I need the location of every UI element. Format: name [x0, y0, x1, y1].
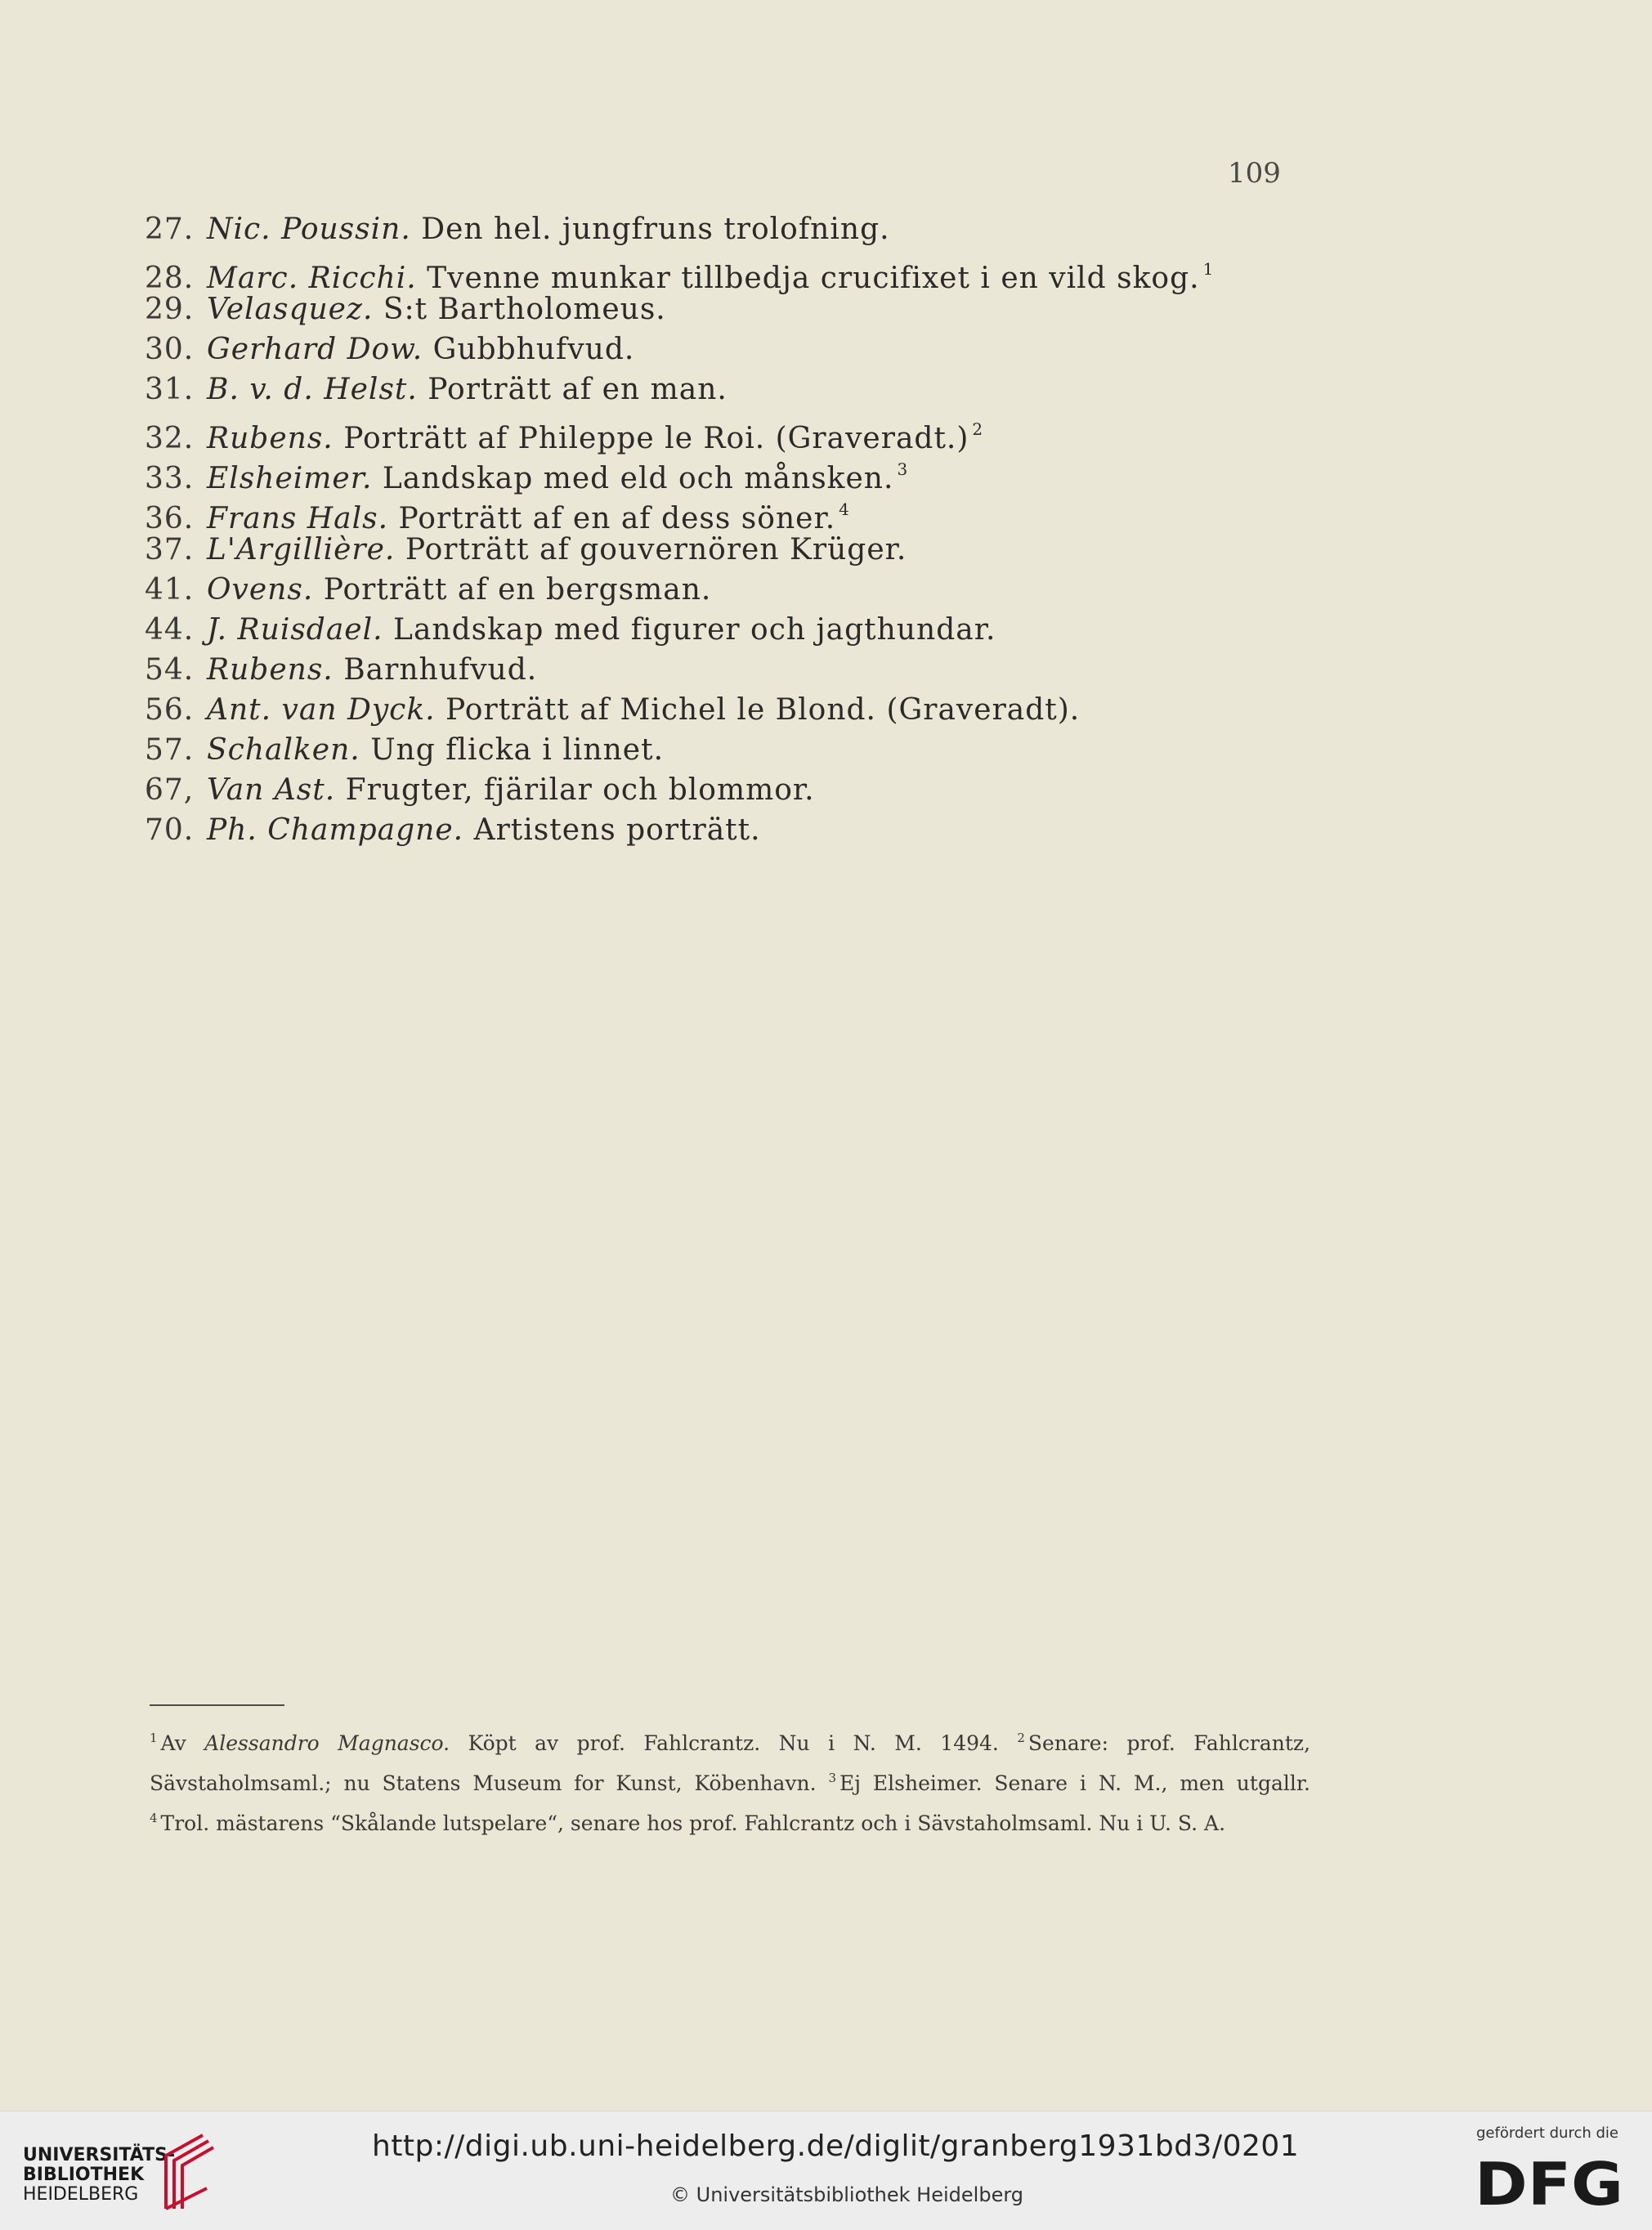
footnote-marker: 1	[150, 1731, 158, 1745]
footnote-reference[interactable]: 2	[972, 419, 984, 439]
entry-number: 28.	[145, 262, 195, 295]
entry-artist: Velasquez.	[207, 293, 374, 326]
entry-artist: Ovens.	[207, 573, 314, 607]
entry-number: 41.	[145, 573, 195, 607]
catalogue-entry	[145, 450, 1534, 495]
entry-artist: Rubens.	[207, 422, 334, 455]
entry-title: Tvenne munkar tillbedja crucifixet i en vild skog.	[427, 262, 1200, 295]
entry-number: 27.	[145, 213, 195, 246]
catalogue-entry	[145, 209, 1534, 249]
entry-title: Porträtt af en man.	[428, 373, 728, 406]
entry-title: Gubbhufvud.	[432, 333, 635, 366]
entry-number: 32.	[145, 422, 195, 455]
catalogue-entry	[145, 369, 1534, 410]
footnote-marker: 3	[828, 1771, 837, 1785]
permalink-url[interactable]: http://digi.ub.uni-heidelberg.de/diglit/granberg1931bd3/0201	[372, 2129, 1300, 2163]
entry-artist: Ph. Champagne.	[207, 813, 464, 847]
library-logo[interactable]	[23, 2131, 235, 2213]
entry-number: 44.	[145, 613, 195, 647]
footnote-reference[interactable]: 3	[897, 459, 909, 479]
footnote-text: Köpt av prof. Fahlcrantz. Nu i N. M. 1494.	[468, 1731, 999, 1755]
entry-artist: L'Argillière.	[207, 533, 396, 566]
entry-number: 70.	[145, 813, 195, 847]
entry-artist: Ant. van Dyck.	[207, 693, 436, 727]
library-name-line: HEIDELBERG	[23, 2184, 139, 2205]
catalogue-entry	[145, 289, 1534, 329]
library-name-line: BIBLIOTHEK	[23, 2165, 145, 2185]
entry-number: 31.	[145, 373, 195, 406]
entry-number: 33.	[145, 462, 195, 495]
entry-title: Ung flicka i linnet.	[370, 733, 665, 767]
funder-caption: gefördert durch die	[1476, 2125, 1618, 2142]
catalogue-entry	[145, 249, 1534, 295]
entry-number: 29.	[145, 293, 195, 326]
catalogue-entry	[145, 730, 1534, 770]
catalogue-entry	[145, 690, 1534, 730]
footnote-text: Senare: prof. Fahlcrantz,	[1027, 1731, 1311, 1755]
entry-title: S:t Bartholomeus.	[383, 293, 666, 326]
entry-number: 67,	[145, 773, 195, 807]
entry-title: Landskap med eld och månsken.	[382, 462, 894, 495]
dfg-logo-icon[interactable]	[1471, 2152, 1627, 2211]
dfg-logo-text: DFG	[1475, 2152, 1623, 2211]
entry-artist: Rubens.	[207, 653, 334, 687]
entry-title: Barnhufvud.	[343, 653, 538, 687]
catalogue-entry	[145, 650, 1534, 690]
footnote-reference[interactable]: 4	[839, 499, 850, 519]
entry-number: 57.	[145, 733, 195, 767]
catalogue-entry	[145, 410, 1534, 455]
footnote-rule	[150, 1704, 284, 1706]
library-name-line: UNIVERSITÄTS-	[23, 2145, 176, 2165]
footnotes	[150, 1721, 1310, 1841]
footnote-marker: 4	[150, 1811, 158, 1825]
entry-title: Frugter, fjärilar och blommor.	[345, 773, 815, 807]
entry-number: 56.	[145, 693, 195, 727]
entry-title: Artistens porträtt.	[473, 813, 761, 847]
catalogue-entry	[145, 530, 1534, 570]
entry-title: Porträtt af Phileppe le Roi. (Graveradt.)	[343, 422, 969, 455]
catalogue-list	[145, 209, 1534, 850]
footnote-text: Ej Elsheimer. Senare i N. M., men utgallr.	[839, 1771, 1311, 1795]
footnote-text: Sävstaholmsaml.; nu Statens Museum for Kunst, Köbenhavn.	[150, 1771, 817, 1795]
entry-title: Landskap med figurer och jagthundar.	[393, 613, 996, 647]
entry-title: Porträtt af en af dess söner.	[398, 502, 836, 535]
entry-title: Den hel. jungfruns trolofning.	[421, 213, 890, 246]
entry-title: Porträtt af gouvernören Krüger.	[405, 533, 907, 566]
footnote-line-2	[150, 1761, 1310, 1801]
entry-artist: Elsheimer.	[207, 462, 373, 495]
footnote-reference[interactable]: 1	[1202, 259, 1215, 279]
entry-title: Porträtt af en bergsman.	[323, 573, 712, 607]
entry-number: 30.	[145, 333, 195, 366]
viewer-footer	[0, 2111, 1652, 2230]
entry-number: 54.	[145, 653, 195, 687]
catalogue-entry	[145, 810, 1534, 850]
catalogue-entry	[145, 770, 1534, 810]
catalogue-entry	[145, 610, 1534, 650]
entry-artist: Gerhard Dow.	[207, 333, 423, 366]
entry-artist: J. Ruisdael.	[207, 613, 383, 647]
library-name	[23, 2146, 175, 2205]
catalogue-entry	[145, 329, 1534, 369]
library-emblem-icon	[158, 2131, 223, 2213]
catalogue-entry	[145, 570, 1534, 610]
entry-title: Porträtt af Michel le Blond. (Graveradt).	[445, 693, 1081, 727]
catalogue-entry	[145, 490, 1534, 535]
footnote-line-3	[150, 1801, 1310, 1841]
entry-artist: Nic. Poussin.	[207, 213, 411, 246]
entry-artist: Frans Hals.	[207, 502, 389, 535]
entry-number: 36.	[145, 502, 195, 535]
footnote-text: Trol. mästarens “Skålande lutspelare“, senare hos prof. Fahlcrantz och i Sävstaholmsaml. Nu i U. S. A.	[160, 1811, 1226, 1835]
footnote-marker: 2	[1017, 1731, 1025, 1745]
page-number: 109	[1228, 157, 1281, 190]
entry-artist: Schalken.	[207, 733, 360, 767]
entry-number: 37.	[145, 533, 195, 566]
copyright-text: © Universitätsbibliothek Heidelberg	[670, 2183, 1024, 2206]
footnote-text: Av	[160, 1731, 186, 1755]
footnote-artist: Alessandro Magnasco.	[204, 1731, 450, 1755]
entry-artist: Van Ast.	[207, 773, 336, 807]
entry-artist: B. v. d. Helst.	[207, 373, 418, 406]
footnote-line-1	[150, 1721, 1310, 1761]
entry-artist: Marc. Ricchi.	[207, 262, 417, 295]
